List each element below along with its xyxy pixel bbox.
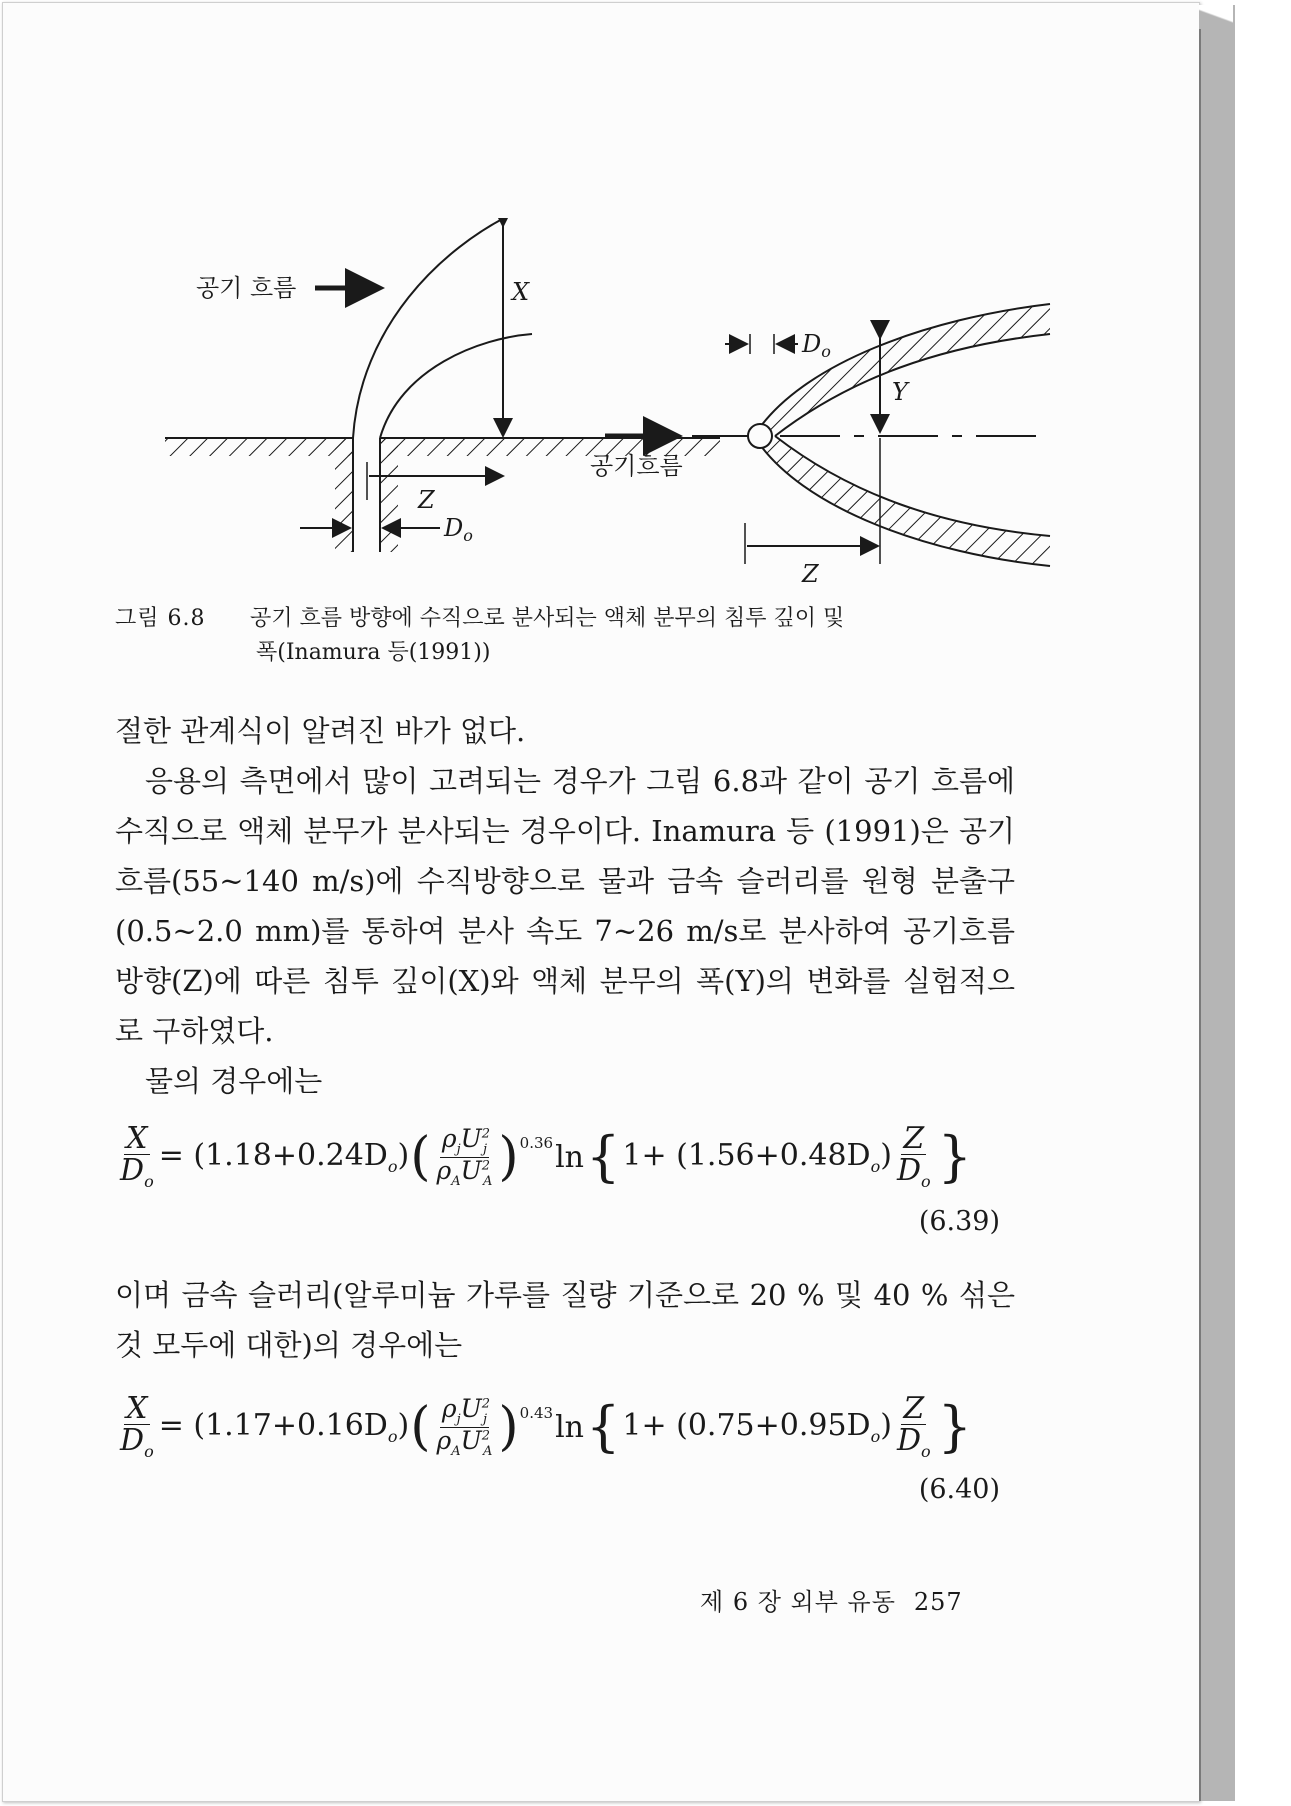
eq39-paren-close: ) [498, 1127, 519, 1187]
eq39-ln: ln [555, 1139, 584, 1175]
eq40-coef: = $(1.17+0.16D_o)$ [158, 1408, 410, 1446]
eq39-inner: $1+ (1.56+0.48D_o)$ [622, 1138, 892, 1176]
label-airflow-right: 공기흐름 [590, 452, 683, 480]
eq39-coef: = $(1.18+0.24D_o)$ [158, 1138, 410, 1176]
eq40-paren-open: ( [410, 1397, 431, 1457]
label-z-left: Z [418, 486, 435, 514]
page-edge [1199, 5, 1235, 1801]
eq39-brace-close: } [937, 1125, 973, 1188]
eq40-inner: $1+ (0.75+0.95D_o)$ [622, 1408, 892, 1446]
eq40-paren-close: ) [498, 1397, 519, 1457]
paragraph-4: 이며 금속 슬러리(알루미늄 가루를 질량 기준으로 20 % 및 40 % 섞은 것 모두에 대한)의 경우에는 [115, 1278, 1015, 1362]
eq39-lhs: $\frac{X}{D_o}$ [120, 1120, 154, 1192]
eq40-lhs: $\frac{X}{D_o}$ [120, 1390, 154, 1462]
page-number: 257 [913, 1588, 963, 1616]
nozzle-wall-hatch-b [380, 438, 398, 552]
nozzle-circle [748, 424, 772, 448]
eq39-ratio: $\frac{\rho_jU^2_j}{\rho_AU^2_A}$ [436, 1123, 493, 1189]
caption-label: 그림 6.8 [115, 606, 206, 631]
equation-6-39 [115, 1122, 1015, 1192]
label-y: Y [892, 378, 908, 406]
label-z-right: Z [802, 560, 819, 588]
eq39-z-ratio: $\frac{Z}{D_o}$ [896, 1120, 931, 1192]
page-corner-fold [1199, 5, 1233, 29]
eq40-brace-close: } [937, 1395, 973, 1458]
equation-6-40 [115, 1392, 1015, 1462]
caption-text-2: 폭(Inamura 등(1991)) [256, 640, 491, 665]
page-footer [700, 1582, 963, 1617]
equation-number-6-39: (6.39) [918, 1206, 1000, 1237]
paragraph-3: 물의 경우에는 [145, 1064, 323, 1098]
paragraph-1: 절한 관계식이 알려진 바가 없다. [115, 714, 526, 748]
eq40-exponent: 0.43 [519, 1404, 554, 1422]
spray-inner-boundary [380, 334, 532, 438]
spray-outer-boundary [353, 218, 516, 438]
eq39-brace-open: { [586, 1125, 621, 1188]
eq40-ln: ln [555, 1409, 584, 1445]
figure-spray-penetration [150, 218, 1070, 594]
eq39-paren-open: ( [410, 1127, 431, 1187]
equation-number-6-40: (6.40) [918, 1474, 1000, 1505]
label-do-left: $D_o$ [444, 514, 473, 545]
wall-hatch-left-a [165, 438, 353, 456]
nozzle-wall-hatch-a [335, 438, 353, 552]
eq40-z-ratio: $\frac{Z}{D_o}$ [896, 1390, 931, 1462]
caption-text-1: 공기 흐름 방향에 수직으로 분사되는 액체 분무의 침투 깊이 및 [250, 606, 845, 631]
eq39-exponent: 0.36 [519, 1134, 554, 1152]
label-do-right: $D_o$ [802, 330, 831, 361]
paragraph-2: 응용의 측면에서 많이 고려되는 경우가 그림 6.8과 같이 공기 흐름에 수직으로 액체 분무가 분사되는 경우이다. Inamura 등 (1991)은 공기 흐름(55~140 m/s)에 수직방향으로 물과 금속 슬러리를 원형 분출구(0.5~2.0 mm)를 통하여 분사 속도 7~26 m/s로 분사하여 공기흐름 방향(Z)에 따른 침투 깊이(X)와 액체 분무의 폭(Y)의 변화를 실험적으로 구하였다. [115, 764, 1015, 1048]
figure-diagram [150, 218, 1070, 594]
label-x: X [512, 278, 530, 306]
figure-caption [115, 602, 1015, 670]
footer-chapter: 제 6 장 외부 유동 [700, 1588, 896, 1616]
spray-upper-hatch [754, 304, 1050, 436]
caption-line-1 [115, 602, 1015, 636]
label-airflow-left: 공기 흐름 [196, 274, 297, 302]
eq40-ratio: $\frac{\rho_jU^2_j}{\rho_AU^2_A}$ [436, 1393, 493, 1459]
eq40-brace-open: { [586, 1395, 621, 1458]
